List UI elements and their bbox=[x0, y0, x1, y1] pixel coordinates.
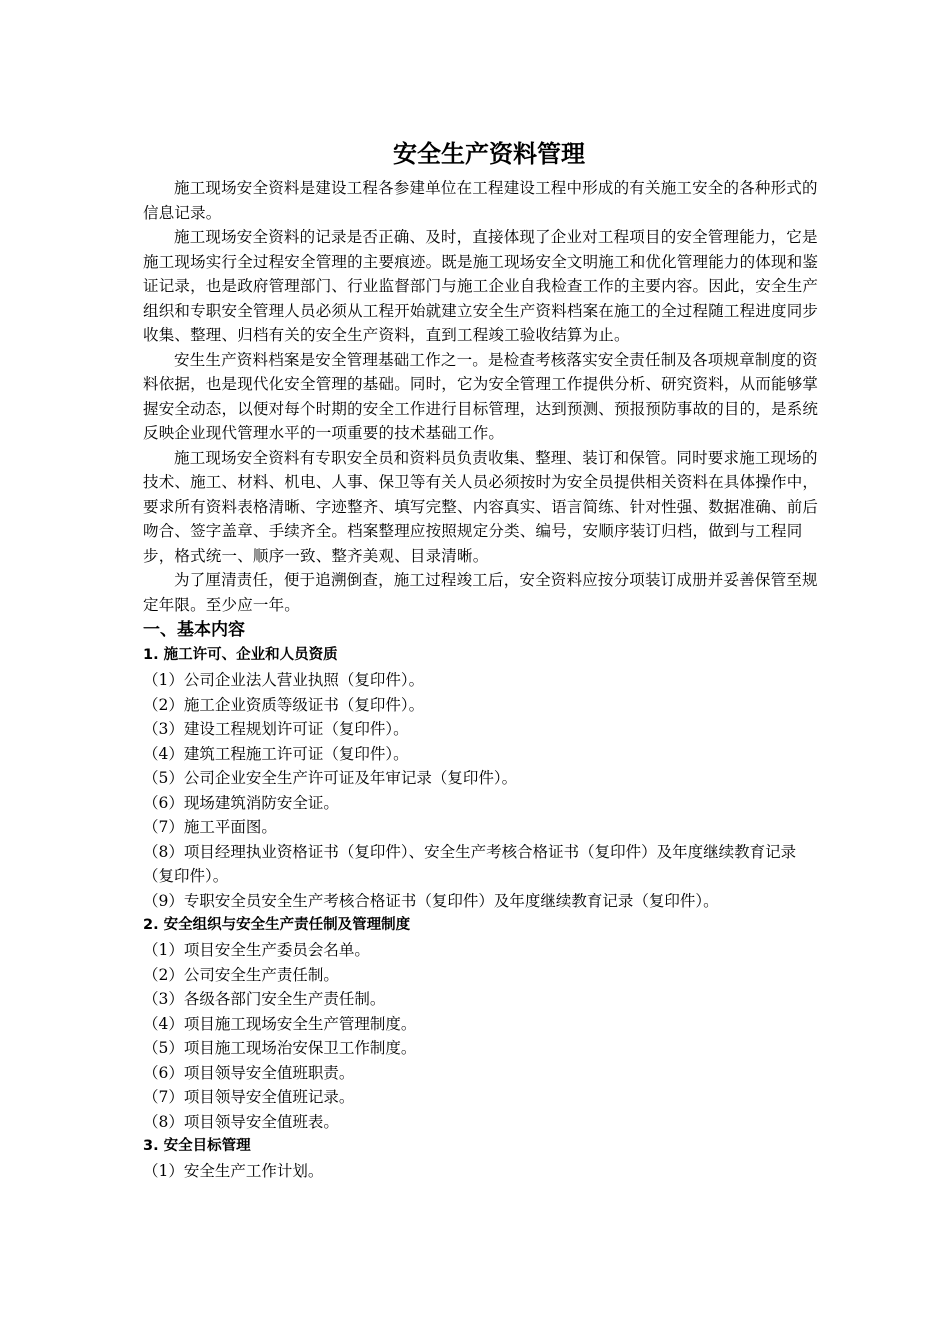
subsection-heading: 2. 安全组织与安全生产责任制及管理制度 bbox=[143, 917, 411, 933]
list-item: （3）建设工程规划许可证（复印件）。 bbox=[143, 720, 409, 738]
list-item: （8）项目经理执业资格证书（复印件）、安全生产考核合格证书（复印件）及年度继续教育记录（复印件）。 bbox=[143, 842, 797, 885]
section-heading: 一、基本内容 bbox=[143, 620, 245, 640]
list-item: （6）现场建筑消防安全证。 bbox=[143, 793, 339, 812]
list-item: （1）项目安全生产委员会名单。 bbox=[143, 941, 370, 959]
paragraph: 施工现场安全资料的记录是否正确、及时，直接体现了企业对工程项目的安全管理能力，它是施工现场实行全过程安全管理的主要痕迹。既是施工现场安全文明施工和优化管理能力的体现和鉴证记录，也是政府管理部门、行业监督部门与施工企业自我检查工作的主要内容。因此，安全生产组织和专职安全管理人员必须从工程开始就建立安全生产资料档案在施工的全过程随工程进度同步收集、整理、归档有关的安全生产资料，直到工程竣工验收结算为止。 bbox=[143, 228, 819, 344]
document-title: 安全生产资料管理 bbox=[393, 139, 585, 168]
list-item: （6）项目领导安全值班职责。 bbox=[143, 1063, 355, 1082]
list-item: （9）专职安全员安全生产考核合格证书（复印件）及年度继续教育记录（复印件）。 bbox=[143, 891, 719, 910]
list-item: （5）项目施工现场治安保卫工作制度。 bbox=[143, 1039, 417, 1057]
paragraph: 安生生产资料档案是安全管理基础工作之一。是检查考核落实安全责任制及各项规章制度的资料依据，也是现代化安全管理的基础。同时，它为安全管理工作提供分析、研究资料，从而能够掌握安全动态，以便对每个时期的安全工作进行目标管理，达到预测、预报预防事故的目的，是系统反映企业现代管理水平的一项重要的技术基础工作。 bbox=[143, 350, 819, 442]
list-item: （4）建筑工程施工许可证（复印件）。 bbox=[143, 744, 409, 763]
list-item: （2）公司安全生产责任制。 bbox=[143, 965, 339, 984]
list-item: （2）施工企业资质等级证书（复印件）。 bbox=[143, 695, 425, 714]
list-item: （1）公司企业法人营业执照（复印件）。 bbox=[143, 671, 425, 689]
list-item: （8）项目领导安全值班表。 bbox=[143, 1112, 339, 1131]
subsection-heading: 1. 施工许可、企业和人员资质 bbox=[143, 647, 338, 663]
list-item: （7）施工平面图。 bbox=[143, 818, 277, 836]
list-item: （1）安全生产工作计划。 bbox=[143, 1162, 324, 1180]
paragraph: 为了厘清责任，便于追溯倒查，施工过程竣工后，安全资料应按分项装订成册并妥善保管至规定年限。至少应一年。 bbox=[143, 571, 818, 614]
document-page bbox=[143, 132, 823, 1184]
list-item: （7）项目领导安全值班记录。 bbox=[143, 1088, 355, 1106]
paragraph: 施工现场安全资料有专职安全员和资料员负责收集、整理、装订和保管。同时要求施工现场的技术、施工、材料、机电、人事、保卫等有关人员必须按时为安全员提供相关资料在具体操作中，要求所有资料表格清晰、字迹整齐、填写完整、内容真实、语言简练、针对性强、数据准确、前后吻合、签字盖章、手续齐全。档案整理应按照规定分类、编号，安顺序装订归档，做到与工程同步，格式统一、顺序一致、整齐美观、目录清晰。 bbox=[143, 448, 819, 565]
list-item: （3）各级各部门安全生产责任制。 bbox=[143, 990, 386, 1008]
list-item: （5）公司企业安全生产许可证及年审记录（复印件）。 bbox=[143, 769, 518, 787]
subsection-heading: 3. 安全目标管理 bbox=[143, 1138, 251, 1154]
paragraph: 施工现场安全资料是建设工程各参建单位在工程建设工程中形成的有关施工安全的各种形式的信息记录。 bbox=[143, 179, 818, 222]
list-item: （4）项目施工现场安全生产管理制度。 bbox=[143, 1014, 417, 1033]
